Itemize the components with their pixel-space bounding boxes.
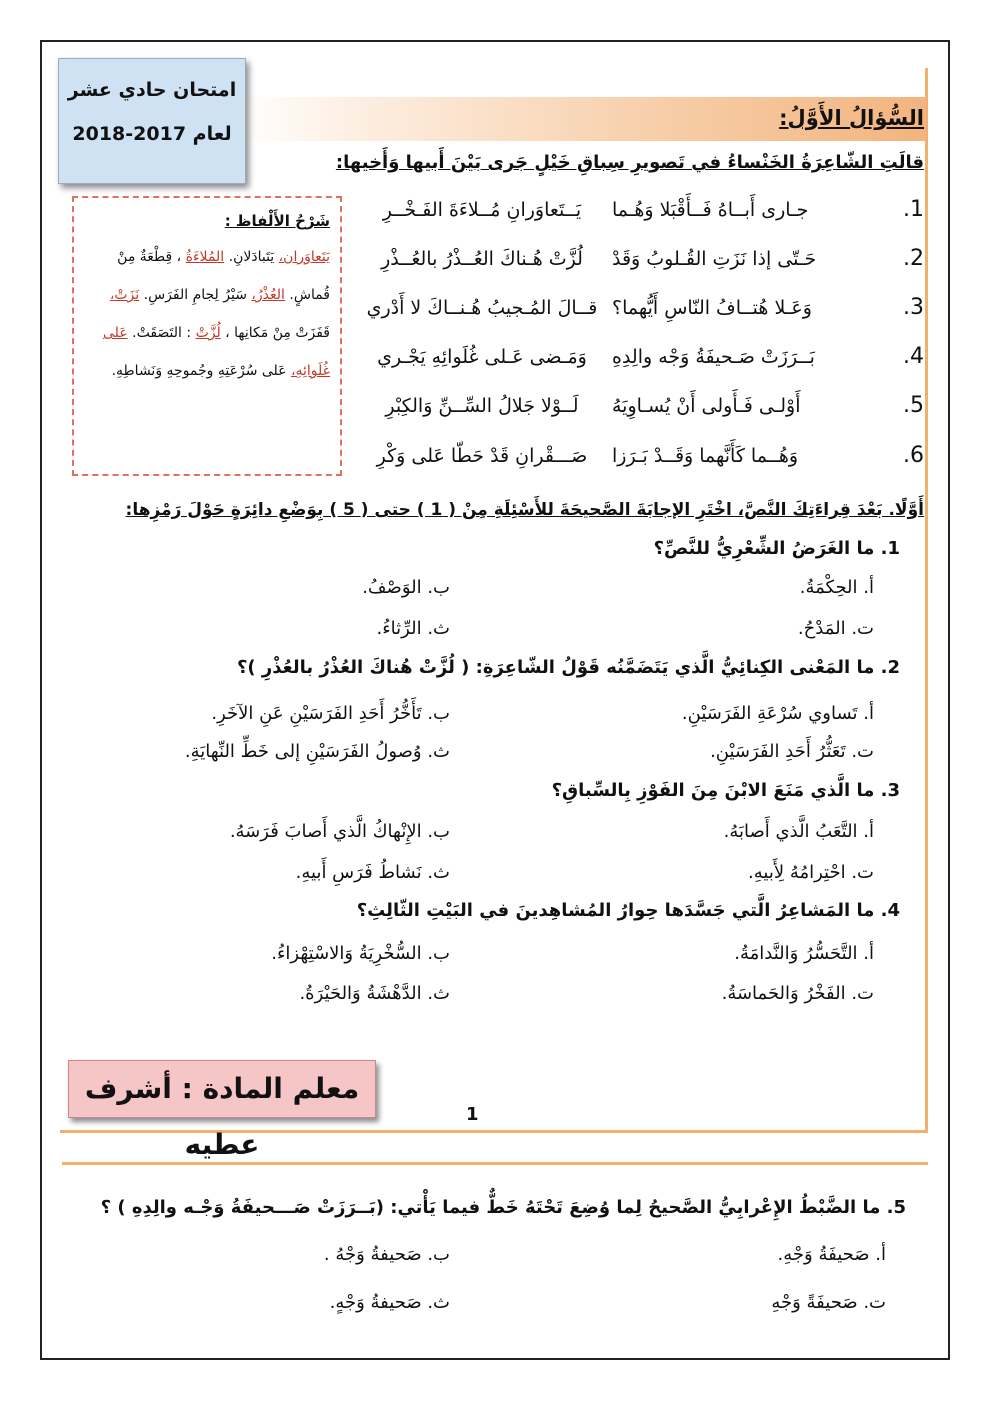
glossary-term: نَزَتْ، (109, 287, 140, 303)
line-number: 2. (903, 246, 924, 271)
glossary-term: لُزَّتْ (195, 325, 221, 341)
glossary-title: شَرْحُ الأَلْفاظ : (224, 212, 330, 230)
option-b[interactable]: ب. الوَصْفُ. (362, 577, 450, 598)
option-c[interactable]: ت. تَعَثُّرُ أَحَدِ الفَرَسَيْنِ. (710, 741, 874, 762)
poem-line (354, 295, 924, 331)
line-number: 3. (903, 295, 924, 320)
glossary-term: المُلاءَةُ (185, 249, 225, 265)
poem-line (354, 443, 924, 479)
second-hemistich: وَمَـضى عَـلى غُلَوائِهِ يَجْـري (377, 346, 587, 368)
glossary-definition: : التَصَقَتْ. (127, 325, 196, 341)
glossary-text (84, 238, 330, 390)
question-1: 1. ما الغَرَضُ الشِّعْرِيُّ للنَّصِّ؟ (653, 538, 900, 559)
glossary-definition: سَيْرُ لِجامِ الفَرَسِ. (139, 287, 252, 303)
option-a[interactable]: أ. تَساوي سُرْعَةِ الفَرَسَيْنِ. (681, 703, 874, 724)
glossary-term: يَتَعاوَران، (278, 249, 330, 265)
question-title: السُّؤالُ الأَوَّلُ: (779, 106, 924, 130)
option-d[interactable]: ث. نَشاطُ فَرَسِ أَبيهِ. (295, 862, 450, 883)
option-c[interactable]: ت. المَدْحُ. (797, 618, 874, 639)
poem-line (354, 393, 924, 429)
exam-title-line1: امتحان حادي عشر (67, 79, 237, 101)
option-c[interactable]: ت. صَحيفَةً وَجْهِ (771, 1292, 886, 1313)
glossary-term: عَلى غُلَوائِهِ، (103, 325, 330, 379)
poem-intro: قالَتِ الشّاعِرَةُ الخَنْساءُ في تَصويرِ سِباقِ خَيْلٍ جَرى بَيْنَ أَبيها وَأَخيها: (335, 152, 924, 173)
line-number: 6. (903, 443, 924, 468)
second-hemistich: صَـــقْرانِ قَدْ حَطّا عَلى وَكْرِ (376, 445, 588, 467)
first-hemistich: وَعَـلا هُتــافُ النّاسِ أَيُّهما؟ (612, 297, 812, 319)
page-number: 1 (466, 1104, 479, 1125)
glossary-definition: يَتَبادَلانِ. (224, 249, 279, 265)
first-hemistich: أَوْلـى فَـأَولى أَنْ يُسـاوِيَهُ (612, 395, 801, 417)
option-b[interactable]: ب. الإِنْهاكُ الَّذي أَصابَ فَرَسَهُ. (229, 821, 450, 842)
option-b[interactable]: ب. السُّخْرِيَةُ وَالاسْتِهْزاءُ. (271, 943, 450, 964)
exam-title-line2: لعام 2017-2018 (72, 123, 232, 145)
line-number: 4. (903, 344, 924, 369)
option-a[interactable]: أ. التَّحَسُّرُ وَالنَّدامَةُ. (734, 943, 874, 964)
option-d[interactable]: ث. الدَّهْشَةُ وَالحَيْرَةُ. (299, 983, 450, 1004)
poem-line (354, 344, 924, 380)
second-hemistich: يَــتَعاوَرانِ مُــلاءَةَ الفَـخْــرِ (382, 199, 582, 221)
option-b[interactable]: ب. تَأَخُّرُ أَحَدِ الفَرَسَيْنِ عَنِ الآخَرِ. (211, 703, 450, 724)
first-hemistich: حَـتّى إذا نَزَتِ القُـلوبُ وَقَدْ (612, 248, 817, 270)
glossary-term: العُذْرُ، (251, 287, 285, 303)
question-4: 4. ما المَشاعِرُ الَّتي جَسَّدَها حِوارُ المُشاهِدينَ في البَيْتِ الثّالِثِ؟ (356, 900, 900, 921)
option-a[interactable]: أ. الحِكْمَةُ. (799, 577, 874, 598)
first-hemistich: جـارى أَبــاهُ فَــأَقْبَلا وَهُـما (612, 199, 809, 221)
option-a[interactable]: أ. صَحيفَةُ وَجْهِ. (777, 1244, 886, 1265)
second-hemistich: لُزَّتْ هُـناكَ العُــذْرُ بالعُــذْرِ (381, 248, 583, 270)
first-hemistich: بَــرَزَتْ صَـحيفَةُ وَجْه والِدِهِ (612, 346, 815, 368)
option-b[interactable]: ب. صَحيفةُ وَجْهُ . (323, 1244, 450, 1265)
line-number: 1. (903, 197, 924, 222)
poem-line (354, 246, 924, 282)
question-2: 2. ما المَعْنى الكِنائِيُّ الَّذي يَتَضَمَّنُه قَوْلُ الشّاعِرَةِ: ( لُزَّتْ هُناكَ العُذْرُ بالعُذْرِ )؟ (236, 657, 900, 678)
glossary-definition: قَفَزَتْ مِنْ مَكانِها ، (220, 325, 330, 341)
question-3: 3. ما الَّذي مَنَعَ الابْنَ مِنَ الفَوْزِ بِالسِّباقِ؟ (551, 780, 900, 801)
second-hemistich: قــالَ المُـجيبُ هُـنــاكَ لا أَدْري (366, 297, 598, 319)
glossary-definition: عَلى سُرْعَتِهِ وجُموحِهِ وَنَشاطِهِ. (111, 363, 291, 379)
option-a[interactable]: أ. التَّعَبُ الَّذي أَصابَهُ. (723, 821, 874, 842)
option-d[interactable]: ث. وُصولُ الفَرَسَيْنِ إلى خَطِّ النِّهايَةِ. (184, 741, 450, 762)
poem-line (354, 197, 924, 233)
line-number: 5. (903, 393, 924, 418)
option-d[interactable]: ث. الرِّثاءُ. (376, 618, 450, 639)
exam-title-box (58, 58, 246, 184)
glossary-box (72, 196, 342, 476)
second-hemistich: لَــوْلا جَلالُ السِّــنِّ وَالكِبْرِ (385, 395, 579, 417)
question-5: 5. ما الضَّبْطُ الإِعْرابِيُّ الصَّحيحُ لِما وُضِعَ تَحْتَهُ خَطٌّ فيما يَأْتي: (بَــرَزَتْ صَـــحيفَةُ وَجْـه والِدِهِ ) ؟ (100, 1197, 906, 1218)
section-instructions: أَوَّلًا. بَعْدَ قِراءَتِكَ النَّصَّ، اخْتَرِ الإجابَةَ الصَّحيحَةَ للأَسْئِلَةِ مِنْ ( 1 ) حتى ( 5 ) بِوَضْعِ دائِرَةٍ حَوْلَ رَمْزِها: (125, 500, 924, 520)
first-hemistich: وَهُــما كَأَنَّهما وَقَــدْ بَـرَزا (612, 445, 799, 467)
option-d[interactable]: ث. صَحيفةُ وَجْهٍ. (329, 1292, 450, 1313)
option-c[interactable]: ت. الفَخْرُ وَالحَماسَةُ. (721, 983, 874, 1004)
page-separator (62, 1162, 928, 1165)
teacher-name-box: معلم المادة : أشرف عطيه (68, 1060, 376, 1118)
glossary-definition: ، قِطْعَةٌ مِنْ قُماشٍ. (117, 249, 330, 303)
option-c[interactable]: ت. احْتِرامُهُ لِأَبيهِ. (748, 862, 874, 883)
